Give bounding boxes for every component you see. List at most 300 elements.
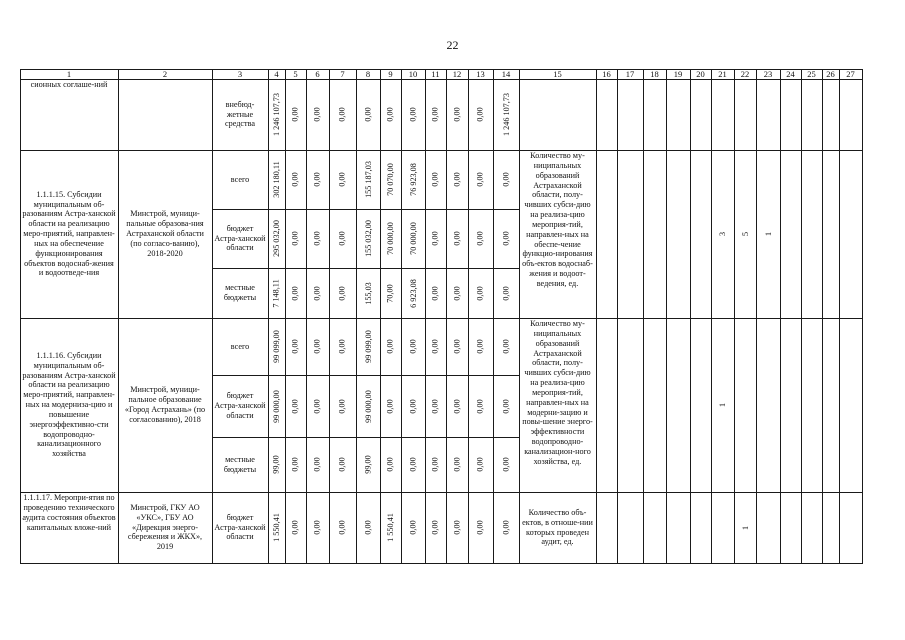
b1-row2-value-col-8	[356, 268, 380, 318]
b1-mark-col-22	[734, 150, 756, 318]
b1-row0-value-col-5	[285, 150, 306, 209]
b2-row0-value-col-5-text: 0,00	[290, 339, 300, 354]
b2-row2-value-col-6-text: 0,00	[312, 457, 322, 472]
b1-indicator-text: Количество му-ниципальных образований Астраханской области, полу-чивших субси-дию на реализа-цию мероприя-тий, направлен-ных на обеспе-чение функцио-нирования объ-ектов водоснаб-жения и водоот-ведения, ед.	[522, 151, 593, 288]
b2-row1-value-col-6	[306, 375, 329, 437]
b2-mark-col-21	[711, 318, 734, 492]
cont-value-col-12-text: 0,00	[452, 107, 462, 122]
col-line-1	[118, 69, 119, 564]
b3-value-col-8	[356, 492, 380, 563]
b3-value-col-14-text: 0,00	[501, 520, 511, 535]
header-col-7	[331, 70, 354, 78]
b2-indicator-text: Количество му-ниципальных образований Астраханской области, полу-чивших субси-дию на реализа-цию мероприя-тий, направлен-ных на модерни-зацию и повы-шение энерго-эффективности водопроводно-канализацион-ного хозяйства, ед.	[522, 319, 593, 466]
header-col-6-text: 6	[315, 70, 320, 78]
col-line-7	[356, 69, 357, 564]
b2-row1-value-col-5	[285, 375, 306, 437]
cont-value-col-11	[425, 79, 446, 150]
b2-row1-value-col-8	[356, 375, 380, 437]
header-col-27-text: 27	[846, 70, 855, 78]
col-line-3	[268, 69, 269, 564]
b1-row1-source	[214, 210, 266, 267]
col-line-25	[822, 69, 823, 564]
b1-row1-value-col-4	[268, 209, 285, 268]
header-col-23	[758, 70, 778, 78]
col-line-6	[329, 69, 330, 564]
b3-value-col-13	[468, 492, 493, 563]
header-col-26	[824, 70, 837, 78]
header-col-24-text: 24	[786, 70, 795, 78]
b2-row1-source	[214, 376, 266, 436]
cont-value-col-6	[306, 79, 329, 150]
b1-row1-value-col-11	[425, 209, 446, 268]
b1-row0-value-col-8	[356, 150, 380, 209]
b2-row1-value-col-6-text: 0,00	[312, 398, 322, 414]
b3-value-col-6	[306, 492, 329, 563]
header-col-2	[120, 70, 210, 78]
header-col-18	[645, 70, 664, 78]
header-col-24	[782, 70, 799, 78]
b1-row0-value-col-10	[401, 150, 425, 209]
b3-value-col-10	[401, 492, 425, 563]
b3-value-col-12-text: 0,00	[452, 520, 462, 535]
page-number: 22	[446, 38, 459, 52]
b1-mark-col-22-text: 5	[740, 231, 750, 237]
b2-executor-text: Минстрой, муници-пальное образование «Город Астрахань» (по согласованию), 2018	[124, 385, 206, 424]
col-line-8	[380, 69, 381, 564]
b2-row0-value-col-12-text: 0,00	[452, 339, 462, 354]
b2-row0-value-col-6	[306, 318, 329, 375]
b2-row0-source-text: всего	[230, 341, 250, 351]
b1-row2-value-col-4-text: 7 148,11	[272, 278, 282, 308]
cont-value-col-5	[285, 79, 306, 150]
col-line-10	[425, 69, 426, 564]
b3-value-col-5	[285, 492, 306, 563]
b1-row0-value-col-10-text: 76 923,08	[408, 163, 418, 196]
b2-row0-value-col-4-text: 99 099,00	[272, 330, 281, 363]
cont-value-col-13	[468, 79, 493, 150]
b2-row1-value-col-14	[493, 375, 519, 437]
header-col-26-text: 26	[826, 70, 835, 78]
header-col-12-text: 12	[452, 70, 462, 78]
b1-row0-value-col-9-text: 70 070,00	[386, 163, 395, 196]
b2-row1-value-col-14-text: 0,00	[501, 398, 511, 414]
b1-row1-value-col-13-text: 0,00	[475, 231, 485, 246]
cont-name	[22, 80, 116, 102]
b1-row1-value-col-7	[329, 209, 356, 268]
header-col-6	[308, 70, 327, 78]
b2-row1-value-col-13-text: 0,00	[475, 398, 485, 414]
header-col-4	[270, 70, 283, 78]
b2-row1-value-col-8-text: 99 000,00	[363, 389, 373, 423]
table-top-line	[20, 69, 863, 70]
b3-value-col-4-text: 1 550,41	[272, 513, 281, 542]
b1-row0-value-col-5-text: 0,00	[290, 172, 300, 187]
header-col-14	[495, 70, 517, 78]
b1-row1-value-col-9	[380, 209, 401, 268]
b1-row0-value-col-12-text: 0,00	[452, 172, 462, 187]
b2-row1-value-col-4	[268, 375, 285, 437]
cont-value-col-4	[268, 79, 285, 150]
block2-row-line	[212, 437, 519, 438]
b1-row2-value-col-12-text: 0,00	[452, 285, 462, 301]
col-line-24	[801, 69, 802, 564]
b1-row2-value-col-5-text: 0,00	[290, 285, 300, 301]
b1-row0-value-col-14-text: 0,00	[501, 172, 511, 187]
b3-value-col-11	[425, 492, 446, 563]
b2-row2-value-col-7-text: 0,00	[337, 457, 347, 472]
b1-executor	[120, 151, 210, 317]
b1-row2-value-col-6-text: 0,00	[312, 285, 322, 301]
b3-name	[22, 493, 116, 562]
b1-mark-col-21	[711, 150, 734, 318]
header-col-16	[598, 70, 615, 78]
b2-row0-value-col-12	[446, 318, 468, 375]
b2-row2-value-col-12	[446, 437, 468, 492]
b1-name-text: 1.1.1.15. Субсидии муниципальным об-разованиям Астра-ханской области на реализацию меро-приятий, направлен-ных на обеспечение функционирования объектов водоснаб-жения и водоотведе-ния	[22, 189, 116, 278]
cont-value-col-5-text: 0,00	[290, 107, 300, 122]
col-line-18	[666, 69, 667, 564]
header-col-16-text: 16	[602, 70, 611, 78]
b2-row1-value-col-5-text: 0,00	[290, 398, 300, 414]
b2-row1-value-col-9	[380, 375, 401, 437]
header-col-23-text: 23	[763, 70, 773, 78]
b1-row2-value-col-7-text: 0,00	[337, 285, 347, 301]
header-col-8-text: 8	[365, 70, 371, 78]
b2-indicator	[521, 319, 594, 491]
header-col-13-text: 13	[476, 70, 485, 78]
b1-mark-col-21-text: 3	[717, 231, 728, 237]
header-col-2-text: 2	[162, 70, 168, 78]
b1-row2-value-col-14	[493, 268, 519, 318]
b2-row2-value-col-7	[329, 437, 356, 492]
b2-row2-value-col-10	[401, 437, 425, 492]
col-line-22	[756, 69, 757, 564]
b1-row0-value-col-9	[380, 150, 401, 209]
b3-value-col-12	[446, 492, 468, 563]
b3-value-col-14	[493, 492, 519, 563]
b1-row1-value-col-8-text: 155 032,00	[363, 220, 373, 257]
header-col-20-text: 20	[696, 70, 705, 78]
block2-row-line	[212, 375, 519, 376]
b2-row0-value-col-8	[356, 318, 380, 375]
cont-name-text: сионных соглаше-ний	[30, 80, 108, 89]
b2-row1-value-col-13	[468, 375, 493, 437]
b3-value-col-7	[329, 492, 356, 563]
b1-row2-value-col-8-text: 155,03	[363, 281, 373, 305]
block1-row-line	[212, 209, 519, 210]
b2-row2-value-col-10-text: 0,00	[408, 457, 418, 472]
b2-row0-value-col-6-text: 0,00	[312, 339, 322, 354]
b2-row2-value-col-13	[468, 437, 493, 492]
header-col-3-text: 3	[237, 70, 243, 78]
col-line-17	[643, 69, 644, 564]
b2-row0-value-col-9	[380, 318, 401, 375]
b1-row2-value-col-14-text: 0,00	[501, 285, 511, 301]
header-col-1-text: 1	[66, 70, 72, 78]
b3-value-col-9-text: 1 550,41	[386, 513, 395, 542]
cont-value-col-14-text: 1 246 107,73	[501, 93, 511, 136]
b1-row0-value-col-7	[329, 150, 356, 209]
b1-row2-value-col-9-text: 70,00	[385, 283, 395, 303]
b2-row0-value-col-11	[425, 318, 446, 375]
b2-row2-value-col-9	[380, 437, 401, 492]
b1-row1-value-col-10	[401, 209, 425, 268]
cont-value-col-14	[493, 79, 519, 150]
b3-value-col-7-text: 0,00	[337, 520, 347, 535]
b2-row0-value-col-14	[493, 318, 519, 375]
header-col-27	[841, 70, 860, 78]
b2-row2-value-col-14-text: 0,00	[501, 457, 511, 472]
cont-value-col-6-text: 0,00	[312, 107, 322, 122]
cont-value-col-9	[380, 79, 401, 150]
b2-row1-value-col-7-text: 0,00	[337, 398, 347, 414]
b2-row2-value-col-8	[356, 437, 380, 492]
header-col-9	[382, 70, 399, 78]
b2-row0-value-col-14-text: 0,00	[501, 339, 511, 354]
b2-row0-value-col-4	[268, 318, 285, 375]
b1-mark-col-23	[756, 150, 780, 318]
b1-row1-value-col-4-text: 295 032,00	[272, 220, 281, 257]
b1-row0-value-col-6-text: 0,00	[312, 172, 322, 187]
b2-row2-value-col-4	[268, 437, 285, 492]
b2-row2-source-text: местные бюджеты	[223, 454, 257, 474]
b1-row0-value-col-4	[268, 150, 285, 209]
col-line-11	[446, 69, 447, 564]
b1-row1-value-col-5	[285, 209, 306, 268]
b1-indicator	[521, 151, 594, 317]
b1-row0-source	[214, 151, 266, 208]
b1-row0-source-text: всего	[230, 174, 250, 184]
b2-row1-value-col-10	[401, 375, 425, 437]
b1-row0-value-col-13-text: 0,00	[475, 172, 485, 187]
header-col-9-text: 9	[388, 70, 393, 78]
b2-row2-value-col-4-text: 99,00	[272, 455, 282, 474]
b2-row0-value-col-9-text: 0,00	[385, 339, 395, 354]
b1-row2-value-col-12	[446, 268, 468, 318]
b3-indicator-text: Количество объ-ектов, в отноше-нии которых проведен аудит, ед.	[522, 507, 593, 547]
header-col-8	[358, 70, 378, 78]
cont-value-col-8-text: 0,00	[363, 107, 373, 122]
block1-top-line	[20, 150, 863, 151]
b2-row2-value-col-8-text: 99,00	[363, 455, 373, 474]
b1-row2-value-col-5	[285, 268, 306, 318]
b1-row2-value-col-13-text: 0,00	[475, 285, 485, 301]
b2-row0-source	[214, 319, 266, 374]
b2-row2-source	[214, 438, 266, 491]
b2-row1-value-col-12-text: 0,00	[452, 398, 462, 414]
b2-row0-value-col-13	[468, 318, 493, 375]
b2-row2-value-col-14	[493, 437, 519, 492]
b1-row2-value-col-11	[425, 268, 446, 318]
b2-row2-value-col-11	[425, 437, 446, 492]
b1-row0-value-col-11	[425, 150, 446, 209]
b3-source-text: бюджет Астра-ханской области	[214, 512, 266, 542]
b1-row1-value-col-13	[468, 209, 493, 268]
col-line-23	[780, 69, 781, 564]
b1-row2-value-col-6	[306, 268, 329, 318]
header-col-13	[470, 70, 491, 78]
header-col-19	[668, 70, 688, 78]
b1-row1-value-col-7-text: 0,00	[337, 231, 347, 246]
b3-mark-col-22	[734, 492, 756, 563]
b2-row0-value-col-10-text: 0,00	[408, 339, 418, 354]
col-line-26	[839, 69, 840, 564]
col-line-0	[20, 69, 21, 564]
header-col-22	[736, 70, 754, 78]
b1-row1-value-col-12-text: 0,00	[452, 231, 462, 246]
b3-value-col-10-text: 0,00	[408, 520, 418, 535]
col-line-16	[617, 69, 618, 564]
header-col-15	[521, 70, 594, 78]
col-line-14	[519, 69, 520, 564]
cont-value-col-7	[329, 79, 356, 150]
b3-executor	[120, 493, 210, 562]
b1-row1-value-col-8	[356, 209, 380, 268]
b2-row2-value-col-6	[306, 437, 329, 492]
b2-row1-value-col-7	[329, 375, 356, 437]
b1-row1-value-col-11-text: 0,00	[430, 231, 440, 246]
header-col-18-text: 18	[650, 70, 659, 78]
b1-row2-value-col-9	[380, 268, 401, 318]
b1-row0-value-col-13	[468, 150, 493, 209]
b3-executor-text: Минстрой, ГКУ АО «УКС», ГБУ АО «Дирекция энерго-сбережения и ЖКХ», 2019	[127, 502, 203, 552]
col-line-15	[596, 69, 597, 564]
b2-row2-value-col-9-text: 0,00	[385, 457, 395, 472]
header-col-25	[803, 70, 820, 78]
b2-row0-value-col-7	[329, 318, 356, 375]
b2-row2-value-col-11-text: 0,00	[430, 457, 440, 472]
header-col-11-text: 11	[431, 70, 440, 78]
cont-value-col-13-text: 0,00	[475, 107, 485, 122]
col-line-9	[401, 69, 402, 564]
cont-value-col-12	[446, 79, 468, 150]
header-col-21-text: 21	[718, 70, 727, 78]
b2-row1-value-col-4-text: 99 000,00	[272, 389, 281, 423]
cont-value-col-7-text: 0,00	[337, 107, 347, 122]
b1-row2-source-text: местные бюджеты	[223, 283, 257, 302]
col-line-19	[690, 69, 691, 564]
b3-name-text: 1.1.1.17. Меропри-ятия по проведению технического аудита состояния объектов капитальных вложе-ний	[22, 493, 116, 532]
b2-row2-value-col-5	[285, 437, 306, 492]
b1-name	[22, 151, 116, 317]
b3-indicator	[521, 493, 594, 562]
b1-row1-value-col-12	[446, 209, 468, 268]
header-col-17-text: 17	[625, 70, 635, 78]
b1-row0-value-col-12	[446, 150, 468, 209]
b3-mark-col-22-text: 1	[740, 525, 750, 530]
header-col-5	[287, 70, 304, 78]
b3-value-col-6-text: 0,00	[312, 520, 322, 535]
b3-value-col-11-text: 0,00	[430, 520, 440, 535]
b3-value-col-13-text: 0,00	[475, 520, 485, 535]
block1-row-line	[212, 268, 519, 269]
b1-row1-value-col-6-text: 0,00	[312, 231, 322, 246]
b3-value-col-4	[268, 492, 285, 563]
col-line-4	[285, 69, 286, 564]
table-bottom-line	[20, 563, 863, 564]
cont-value-col-10-text: 0,00	[408, 107, 418, 122]
col-line-13	[493, 69, 494, 564]
col-line-27	[862, 69, 863, 564]
b1-row0-value-col-4-text: 302 180,11	[272, 161, 282, 198]
cont-value-col-9-text: 0,00	[385, 107, 395, 122]
b1-row2-value-col-10	[401, 268, 425, 318]
b2-row1-value-col-12	[446, 375, 468, 437]
header-col-19-text: 19	[673, 70, 683, 78]
b3-value-col-8-text: 0,00	[363, 520, 373, 535]
block2-top-line	[20, 318, 863, 319]
cont-source	[214, 80, 266, 149]
header-col-1	[22, 70, 116, 78]
b2-row0-value-col-8-text: 99 099,00	[363, 330, 373, 363]
b1-row2-source	[214, 269, 266, 317]
b2-row0-value-col-5	[285, 318, 306, 375]
header-col-21	[713, 70, 732, 78]
header-col-14-text: 14	[501, 70, 511, 78]
header-col-5-text: 5	[293, 70, 298, 78]
header-col-10-text: 10	[408, 70, 418, 78]
col-line-21	[734, 69, 735, 564]
header-col-4-text: 4	[274, 70, 279, 78]
b3-source	[214, 493, 266, 562]
header-col-7-text: 7	[340, 70, 345, 78]
b1-row1-value-col-14-text: 0,00	[501, 231, 511, 246]
b2-row1-value-col-10-text: 0,00	[408, 398, 418, 414]
b2-row1-value-col-11-text: 0,00	[430, 398, 440, 414]
b2-row0-value-col-10	[401, 318, 425, 375]
b1-row0-value-col-7-text: 0,00	[337, 172, 347, 187]
b1-row1-value-col-5-text: 0,00	[290, 231, 300, 246]
b2-executor	[120, 319, 210, 491]
b2-row0-value-col-13-text: 0,00	[475, 339, 485, 354]
b1-row0-value-col-14	[493, 150, 519, 209]
b1-row2-value-col-11-text: 0,00	[430, 285, 440, 301]
b1-row2-value-col-7	[329, 268, 356, 318]
cont-value-col-11-text: 0,00	[430, 107, 440, 122]
b1-row0-value-col-6	[306, 150, 329, 209]
col-line-20	[711, 69, 712, 564]
header-col-3	[214, 70, 266, 78]
b1-row1-value-col-10-text: 70 000,00	[408, 222, 418, 255]
b2-row1-value-col-11	[425, 375, 446, 437]
b1-mark-col-23-text: 1	[763, 231, 773, 237]
b3-value-col-5-text: 0,00	[290, 520, 300, 535]
b2-mark-col-21-text: 1	[717, 402, 728, 408]
header-col-25-text: 25	[807, 70, 816, 78]
b1-row2-value-col-10-text: 6 923,08	[408, 278, 418, 308]
b2-row1-source-text: бюджет Астра-ханской области	[214, 391, 266, 420]
b2-row2-value-col-5-text: 0,00	[290, 457, 300, 472]
b2-row0-value-col-11-text: 0,00	[430, 339, 440, 354]
col-line-5	[306, 69, 307, 564]
header-col-15-text: 15	[553, 70, 562, 78]
b2-row2-value-col-13-text: 0,00	[475, 457, 485, 472]
cont-source-text: внебюд-жетные средства	[224, 99, 256, 129]
col-line-12	[468, 69, 469, 564]
b1-row1-value-col-9-text: 70 000,00	[386, 222, 395, 255]
header-col-10	[403, 70, 423, 78]
block3-top-line	[20, 492, 863, 493]
b2-row2-value-col-12-text: 0,00	[452, 457, 462, 472]
header-col-22-text: 22	[740, 70, 750, 78]
b2-name-text: 1.1.1.16. Субсидии муниципальным об-разованиям Астра-ханской области на реализацию меро-приятий, направлен-ных на модерниза-цию и повышение энергоэффективно-сти водопроводно-канализационного хозяйства	[22, 350, 116, 459]
b1-executor-text: Минстрой, муници-пальные образова-ния Астраханской области (по согласо-ванию), 2018-2020	[126, 209, 204, 258]
header-col-12	[448, 70, 466, 78]
b1-row1-value-col-14	[493, 209, 519, 268]
b2-row0-value-col-7-text: 0,00	[337, 339, 347, 354]
col-line-2	[212, 69, 213, 564]
b1-row1-value-col-6	[306, 209, 329, 268]
